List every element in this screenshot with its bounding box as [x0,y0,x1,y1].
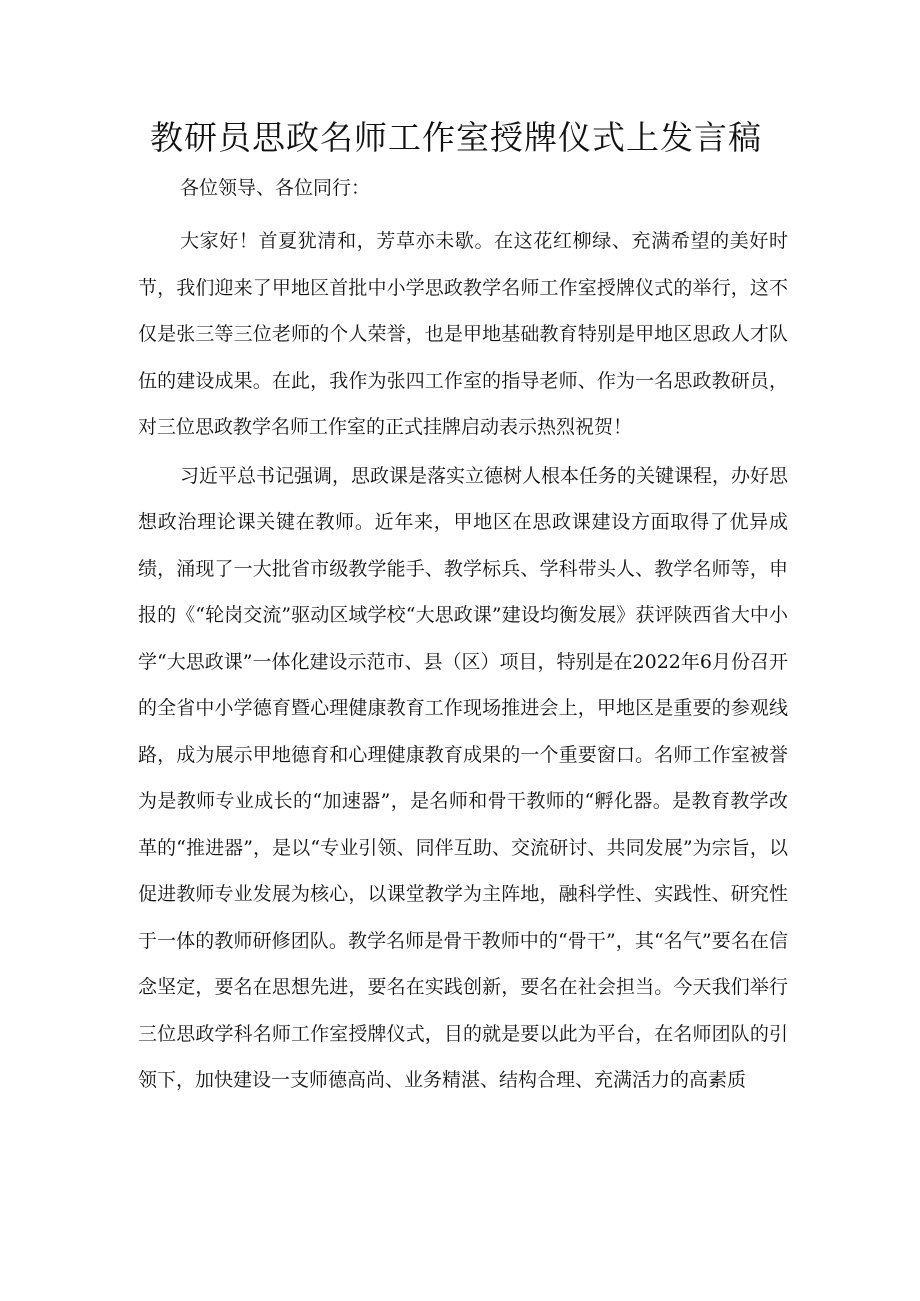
paragraph-main: 习近平总书记强调，思政课是落实立德树人根本任务的关键课程，办好思想政治理论课关键在教师。近年来，甲地区在思政课建设方面取得了优异成绩，涌现了一大批省市级教学能手、教学标兵、学科带头人、教学名师等，申报的《“轮岗交流”驱动区域学校“大思政课”建设均衡发展》获评陕西省大中小学“大思政课”一体化建设示范市、县（区）项目，特别是在2022年6月份召开的全省中小学德育暨心理健康教育工作现场推进会上，甲地区是重要的参观线路，成为展示甲地德育和心理健康教育成果的一个重要窗口。名师工作室被誉为是教师专业成长的“加速器”，是名师和骨干教师的“孵化器。是教育教学改革的“推进器”，是以“专业引领、同伴互助、交流研讨、共同发展”为宗旨，以促进教师专业发展为核心，以课堂教学为主阵地，融科学性、实践性、研究性于一体的教师研修团队。教学名师是骨干教师中的“骨干”，其“名气”要名在信念坚定，要名在思想先进，要名在实践创新，要名在社会担当。今天我们举行三位思政学科名师工作室授牌仪式，目的就是要以此为平台，在名师团队的引领下，加快建设一支师德高尚、业务精湛、结构合理、充满活力的高素质 [138,464,789,1091]
document-title: 教研员思政名师工作室授牌仪式上发言稿 [150,118,762,157]
document-body [138,218,788,1106]
salutation: 各位领导、各位同行： [180,177,371,199]
paragraph-greeting: 大家好！首夏犹清和，芳草亦未歇。在这花红柳绿、充满希望的美好时节，我们迎来了甲地区首批中小学思政教学名师工作室授牌仪式的举行，这不仅是张三等三位老师的个人荣誉，也是甲地基础教育特别是甲地区思政人才队伍的建设成果。在此，我作为张四工作室的指导老师、作为一名思政教研员，对三位思政教学名师工作室的正式挂牌启动表示热烈祝贺！ [138,230,788,438]
